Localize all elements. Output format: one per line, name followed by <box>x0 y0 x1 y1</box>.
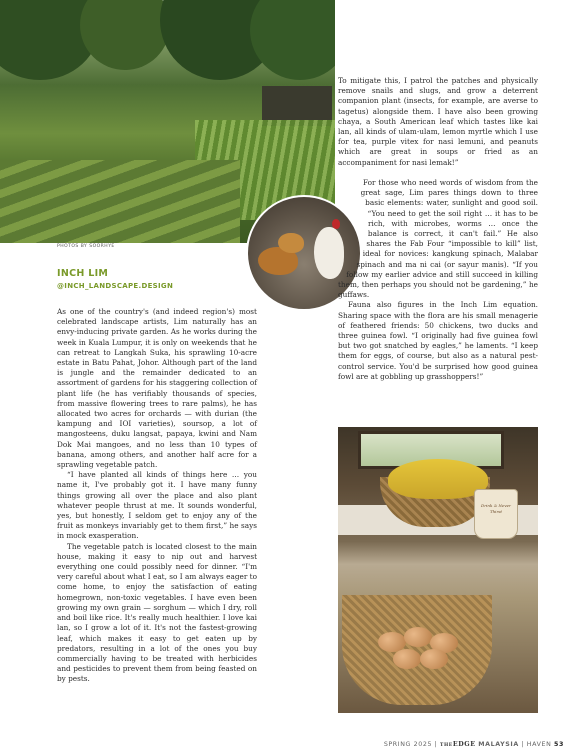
page-footer: SPRING 2025 | THEEDGE MALAYSIA | HAVEN 53 <box>383 741 564 748</box>
mug-text: Drink & Never Thirst <box>481 503 511 514</box>
paragraph: The vegetable patch is located closest to the main house, making it easy to nip out and harvest everything one could possibly need for dinner. “I'm very careful about what I eat, so I am always eager to come home, to enjoy the satisfaction of eating homegrown, non-toxic vegetables. I have even been growing my own grain — sorghum — which I dry, roll and boil like rice. It's really much healthier. I love kai lan, so I grow a lot of it. It's not the fastest-growing leaf, which makes it easy to get eaten up by predators, resulting in a lot of the ones you buy commercially having to be treated with herbicides and pesticides to prevent them from being feasted on by pests. <box>57 541 257 684</box>
footer-brand-country: MALAYSIA <box>478 741 519 748</box>
kitchen-photo <box>338 427 538 713</box>
left-column <box>57 307 257 685</box>
footer-season: SPRING 2025 <box>383 741 433 748</box>
photo-credit: PHOTOS BY SOORHYE <box>57 244 115 249</box>
footer-brand-the: THE <box>440 743 453 748</box>
author-name: INCH LIM <box>57 268 109 279</box>
right-column-wrapped <box>338 178 538 382</box>
paragraph: As one of the country's (and indeed region's) most celebrated landscape artists, Lim naturally has an envy-inducing private garden. As he works during the week in Kuala Lumpur, it is only on weekends that he can retreat to Langkah Suka, his sprawling 10-acre estate in Batu Pahat, Johor. Although part of the land is jungle and the remainder dedicated to an assortment of gardens for his staggering collection of plant life (he has verifiably thousands of species, from massive flowering trees to rare palms), he has allocated two acres for orchards — with durian (the kampung and IOI varieties), soursop, a lot of mangosteens, duku langsat, papaya, kwini and Nam Dok Mai mangoes, and no less than 10 types of banana, among others, and another half acre for a sprawling vegetable patch. <box>57 307 257 470</box>
right-column <box>338 76 538 168</box>
footer-section: HAVEN <box>526 741 552 748</box>
paragraph: Fauna also figures in the Inch Lim equation. Sharing space with the flora are his small menagerie of feathered friends: 50 chickens, two ducks and three guinea fowl. “I originally had five guinea fowl but two got snatched by eagles,” he laments. “I keep them for eggs, of course, but also as a natural pest-control service. You'd be surprised how good guinea fowl are at gobbling up grasshoppers!” <box>338 300 538 381</box>
paragraph: “I have planted all kinds of things here … you name it, I've probably got it. I have many funny things growing all over the place and also plant whatever people thrust at me. It sounds wonderful, yes, but honestly, I seldom get to enjoy any of the fruit as monkeys invariably get to them first,” he says in mock exasperation. <box>57 470 257 541</box>
footer-brand-edge: EDGE <box>452 741 476 748</box>
page-number: 53 <box>554 741 564 748</box>
author-handle: @INCH_LANDSCAPE.DESIGN <box>57 282 174 290</box>
paragraph: For those who need words of wisdom from the great sage, Lim pares things down to three basic elements: water, sunlight and good soil. “You need to get the soil right … it has to be rich, with microbes, worms … once the balance is correct, it can't fail.” He also shares the Fab Four “impossible to kill” list, ideal for novices: kangkung spinach, Malabar spinach and ma ni cai (or sayur manis). “If you follow my earlier advice and still succeed in killing them, then perhaps you should not be gardening,” he guffaws. <box>338 178 538 300</box>
paragraph: To mitigate this, I patrol the patches and physically remove snails and slugs, and grow a deterrent companion plant (insects, for example, are averse to tagetus) alongside them. I have also been growing chaya, a South American leaf which tastes like kai lan, all kinds of ulam-ulam, lemon myrtle which I use for tea, purple vitex for nasi lemuni, and peanuts which are great in soups or fried as an accompaniment for nasi lemak!” <box>338 76 538 167</box>
